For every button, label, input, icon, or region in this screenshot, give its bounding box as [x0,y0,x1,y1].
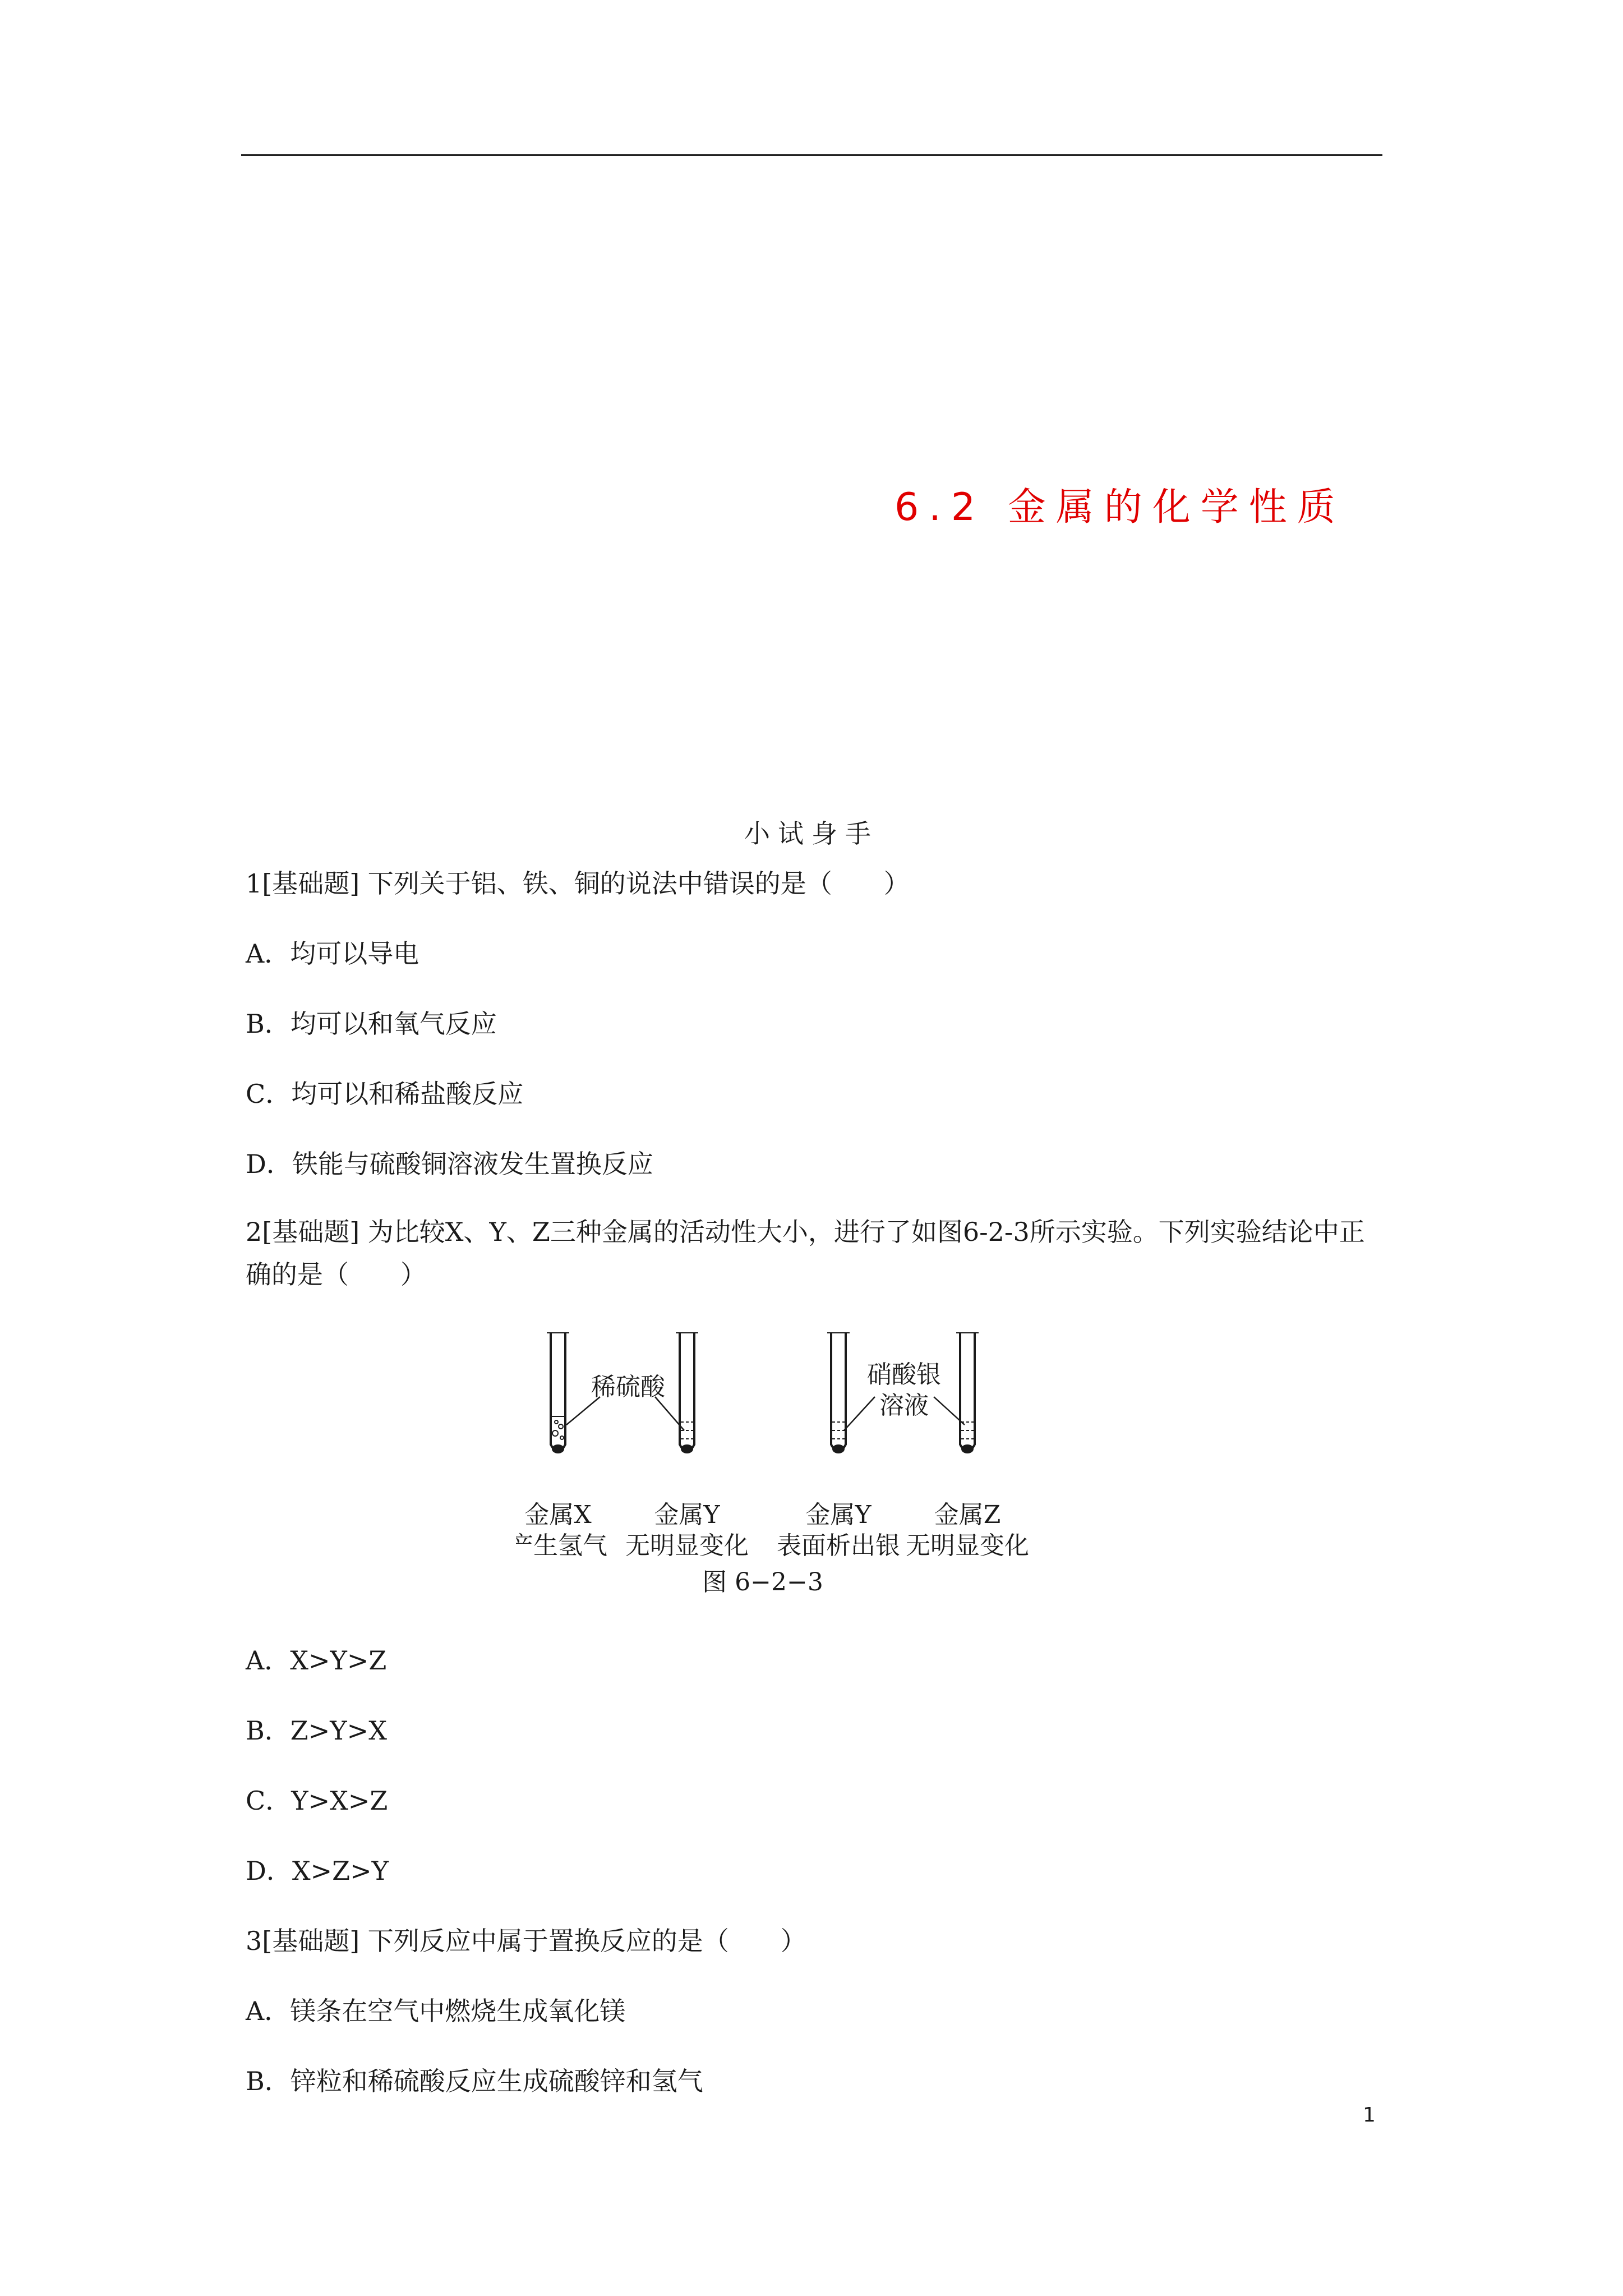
question-2-option-c: C．Y>X>Z [246,1786,388,1816]
tube-1-result: 产生氢气 [516,1531,607,1560]
test-tube-4 [956,1332,979,1452]
reagent-label-silver-nitrate-2: 溶液 [879,1391,929,1420]
page-title: 6.2 金属的化学性质 [895,485,1345,530]
experiment-figure [516,1332,1110,1618]
reagent-label-silver-nitrate-1: 硝酸银 [867,1360,941,1389]
tube-2-result: 无明显变化 [625,1531,749,1560]
question-1-option-b: B．均可以和氧气反应 [246,1009,497,1039]
question-1-option-c: C．均可以和稀盐酸反应 [246,1079,524,1109]
question-2-option-b: B．Z>Y>X [246,1715,387,1746]
question-1-stem: 1[基础题] 下列关于铝、铁、铜的说法中错误的是（ ） [246,868,910,899]
question-1-option-a: A．均可以导电 [246,938,419,969]
question-2-option-a: A．X>Y>Z [246,1645,387,1676]
test-tube-1 [547,1332,569,1452]
test-tube-2 [676,1332,698,1452]
header-rule [241,154,1382,156]
tube-3-metal: 金属Y [805,1501,872,1529]
question-3-stem: 3[基础题] 下列反应中属于置换反应的是（ ） [246,1926,806,1956]
tube-3-result: 表面析出银 [777,1531,900,1560]
question-2-option-d: D．X>Z>Y [246,1856,389,1886]
question-2-stem: 2[基础题] 为比较X、Y、Z三种金属的活动性大小，进行了如图6-2-3所示实验。下列实验结论中正确的是（ ） [246,1217,1365,1290]
section-title: 小试身手 [744,818,879,849]
test-tube-3 [827,1332,850,1452]
question-3-option-a: A．镁条在空气中燃烧生成氧化镁 [246,1996,626,2026]
tube-4-result: 无明显变化 [906,1531,1029,1560]
question-3-option-b: B．锌粒和稀硫酸反应生成硫酸锌和氢气 [246,2066,703,2096]
question-1-option-d: D．铁能与硫酸铜溶液发生置换反应 [246,1149,653,1179]
page-number: 1 [1363,2104,1376,2127]
reagent-label-sulfuric-acid: 稀硫酸 [591,1373,665,1401]
figure-caption: 图 6−2−3 [702,1568,823,1596]
tube-1-metal: 金属X [524,1501,592,1529]
tube-4-metal: 金属Z [934,1501,1001,1529]
tube-2-metal: 金属Y [654,1501,720,1529]
